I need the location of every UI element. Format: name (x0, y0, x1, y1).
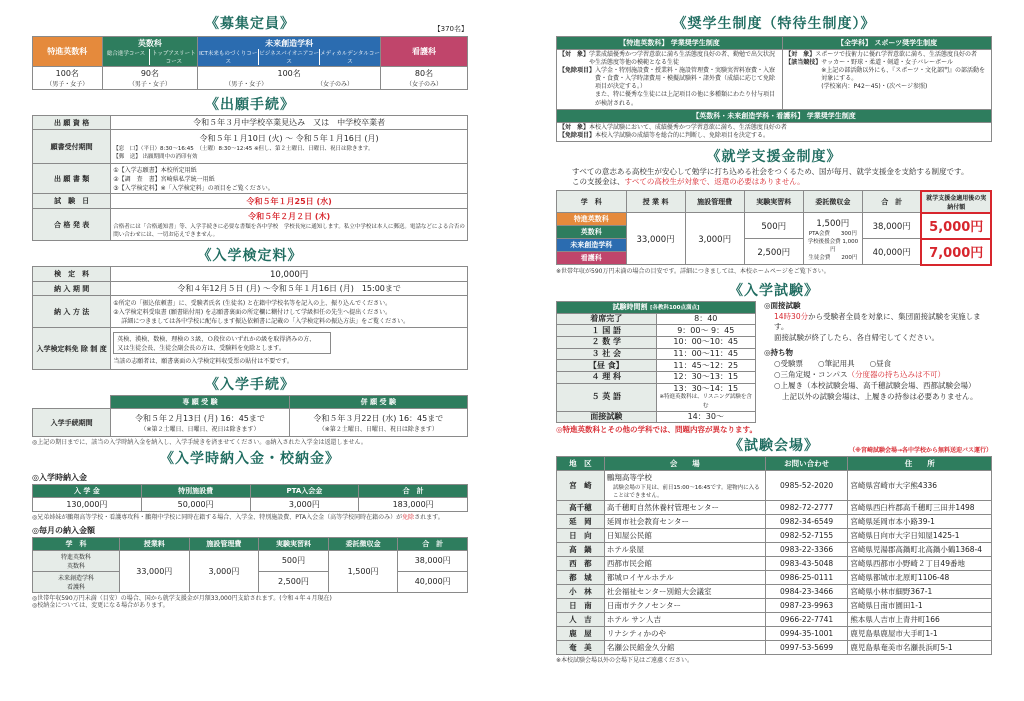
kentei-title: 《入学検定料》 (197, 248, 303, 264)
tetsuzuki-b: 令和５年３月22日 (水) 16：45まで （※第２土曜日、日曜日、祝日は除きます） (289, 409, 467, 437)
shiken-info: ◎面接試験 14時30分から受験者全員を対象に、集団面接試験を実施します。 面接試験が終了したら、各自帰宅してください。 ◎持ち物 ○受験票 ○筆記用具 ○昼食 ○三角定規・コンパス（分度器の持ち込みは不可） ○上履き（本校試験会場、高千穂試験会場、西都試験会場） 上記以外の試験会場は、上履きの持参は必要ありません。 (764, 300, 981, 401)
shien-net-2: 7,000円 (921, 239, 991, 265)
left-column (32, 14, 468, 610)
monthly-table: 学 科 授業料 施設管理費 実験実習料 委託徴収金 合 計 特進英数科 英数科 33,000円 3,000円 500円 1,500円 38,000円 未来創造学科 看護科 2,500円 40,000円 (32, 537, 468, 593)
tetsuzuki-h2: 併 願 受 験 (289, 396, 467, 409)
kentei-r3-value: ①所定の「振込依頼書」に、受験者氏名 (生徒名) と在籍中学校名等を記入の上、振り込んでください。 ②入学検定料受取書 (願書貼付用) を志願書裏面の所定欄に糊付けして学級担任の先生へ提出ください。 詳細につきましては各中学校に配布します振込依頼書に記載の「入学検定料の振込方法」をご覧ください。 (111, 296, 468, 328)
shien-table: 学 科 授 業 料 施設管理費 実験実習料 委託徴収金 合 計 就学支援金適用後の実納付額 特進英数科 33,000円 3,000円 500円 1,500円 PTA会費 300円 学校後援会費 1,000円 生徒会費 200円 38,000円 5,000円 英数科 未来創造学科 2,500円 40,000円 7,000円 看護科 (556, 190, 992, 266)
boshu-h-kango: 看護科 (380, 37, 467, 67)
kentei-r3-label: 納 入 方 法 (33, 296, 111, 328)
shogaku-table: 【特進英数科】 学業奨学生制度 【全学科】 スポーツ奨学生制度 【対 象】 学業成績優秀かつ学習意欲に満ち生活態度良好の者、勤勉で出欠状況や生活態度等他の模範となる生徒 【免除項目】 入学金・特別施設費・授業料・施設管理費・実験実習料寮費・入寮費・食費・入学時諸費用・模擬試験料・諸外費（成績に応じて免除項目が決定する。） また、特に優秀な生徒には上記項目の他に多種類にわたり付与項目が検討される。 【対 象】 スポーツで技術力に優れ学習意欲に満ち、生活態度良好の者 【該当競技】 サッカー・野球・柔道・剣道・女子バレーボール ※上記の部活動以外にも、『スポーツ・文化部門』の部活動を対象にする。 (学校案内：P42〜45)・(次ページ参照) 【英数科・未来創造学科・看護科】 学業奨学生制度 【対 象】本校入学試験において、成績優秀かつ学習意欲に満ち、生活態度良好の者 【免除項目】本校入学試験の成績等を総合的に判断し、免除項目を決定する。 (556, 36, 992, 142)
kaijo-note: ※本校試験会場以外の会場下見はご遠慮ください。 (556, 657, 694, 665)
nyugakukin-note3: ◎校納金については、変更になる場合があります。 (32, 602, 169, 610)
shien-net-1: 5,000円 (921, 213, 991, 239)
shutsugan-r3-value: ①【入学志願書】本校所定用紙 ②【調 査 書】宮崎県私学統一用紙 ③【入学検定料】※「入学検定料」の項目をご覧ください。 (111, 164, 468, 194)
boshu-section (32, 14, 468, 34)
shien-title: 《就学支援金制度》 (706, 148, 842, 165)
shogaku-b: 【対 象】 スポーツで技術力に優れ学習意欲に満ち、生活態度良好の者 【該当競技】 サッカー・野球・柔道・剣道・女子バレーボール ※上記の部活動以外にも、『スポーツ・文化部門』の部活動を対象にする。 (学校案内：P42〜45)・(次ページ参照) (783, 50, 992, 110)
tetsuzuki-label: 入学手続期間 (33, 409, 111, 437)
shogaku-title: 《奨学生制度（特待生制度）》 (672, 16, 876, 32)
nyugakukin-note2: ◎世帯年収590万円未満（目安）の場合、国から就学支援金が月額33,000円支給されます。(令和４年４月現在) (32, 594, 332, 602)
shien-intro2: この支援金は、すべての高校生が対象で、返還の必要はありません。 (572, 177, 805, 187)
kentei-r4-label: 入学検定料免 除 制 度 (33, 328, 111, 370)
shutsugan-r1-label: 出 願 資 格 (33, 116, 111, 130)
schedule-table: 試験時間割 [各教科100点満点] 着席完了 8：40 １ 国 語 9：00〜 9：45 ２ 数 学 10：00〜10：45 ３ 社 会 11：00〜11：45 【昼 食】 11：45〜12：25 ４ 理 科 12：30〜13：15 ５ 英 語 13：30〜14：15 ※特進英数科は、リスニング試験を含む 面接試験 14：30〜 (556, 301, 756, 424)
tetsuzuki-note: ◎上記の期日までに、該当の入学時納入金を納入し、入学手続きを済ませてください。◎納入された入学金は返還しません。 (32, 439, 367, 446)
boshu-h-mirai: 未来創造学科 ICT未来ものづくりコース ビジネスパイオニアコース メディカルデンタルコース (198, 37, 381, 67)
boshu-title: 《募集定員》 (205, 16, 295, 32)
shogaku-c: 【対 象】本校入学試験において、成績優秀かつ学習意欲に満ち、生活態度良好の者 【免除項目】本校入学試験の成績等を総合的に判断し、免除項目を決定する。 (557, 122, 992, 141)
shiken-title: 《入学試験》 (729, 282, 819, 299)
boshu-v-kango: 80名 （女子のみ） (380, 67, 467, 90)
shutsugan-table (32, 115, 468, 241)
boshu-v-tokushin: 100名 （男子・女子） (33, 67, 103, 90)
kaijo-bus: （※宮崎試験会場→各中学校から無料送迎バス運行） (849, 447, 992, 455)
nyugakukin-title: 《入学時納入金・校納金》 (160, 450, 340, 467)
kentei-r1-label: 検 定 料 (33, 267, 111, 282)
schedule-header: 試験時間割 [各教科100点満点] (557, 301, 756, 313)
shien-note: ※世帯年収が590万円未満の場合の目安です。詳細につきましては、本校ホームページをご覧下さい。 (556, 267, 830, 275)
kentei-table (32, 266, 468, 370)
shutsugan-r2-value: 令和５年１月10日 (火) 〜 令和５年１月16日 (月) 【窓 口】（平日）8:30〜16:45 （土曜）8:30〜12:45 ※但し、第２土曜日、日曜日、祝日は除きます。 【郵 送】 出願期間中の消印有効 (111, 130, 468, 164)
boshu-total: 【370名】 (433, 25, 468, 33)
tetsuzuki-title: 《入学手続》 (205, 377, 295, 393)
kaijo-title: 《試験会場》 (729, 438, 819, 455)
shutsugan-r3-label: 出 願 書 類 (33, 164, 111, 194)
tetsuzuki-table (32, 395, 468, 437)
kaijo-section (556, 436, 992, 456)
boshu-v-mirai: 100名 （男子・女子） （女子のみ） (198, 67, 381, 90)
shogaku-a: 【対 象】 学業成績優秀かつ学習意欲に満ち生活態度良好の者、勤勉で出欠状況や生活態度等他の模範となる生徒 【免除項目】 入学金・特別施設費・授業料・施設管理費・実験実習料寮費・入寮費・食費・入学時諸費用・模擬試験料・諸外費（成績に応じて免除項目が決定する。） また、特に優秀な生徒には上記項目の他に多種類にわたり付与項目が検討される。 (557, 50, 783, 110)
nyugakukin-sub2: ◎毎月の納入金額 (32, 525, 95, 535)
shiken-body (556, 301, 992, 424)
shutsugan-r2-label: 願書受付期間 (33, 130, 111, 164)
shien-intro1: すべての意志ある高校生が安心して勉学に打ち込める社会をつくるため、国が毎月、就学支援金を支給する制度です。 (572, 166, 969, 176)
nyugakukin-table: 入 学 金 特別施設費 PTA入会金 合 計 130,000円 50,000円 3,000円 183,000円 (32, 484, 468, 512)
kentei-fee: 10,000円 (111, 267, 468, 282)
boshu-v-eisu: 90名 （男子・女子） (102, 67, 198, 90)
tetsuzuki-h1: 専 願 受 験 (111, 396, 289, 409)
nyugakukin-sub1: ◎入学時納入金 (32, 472, 87, 482)
right-column (556, 14, 992, 665)
kaijo-table: 地 区 会 場 お問い合わせ 住 所 宮 崎 鵬翔高等学校 試験会場の下見は、前日15:00〜16:45です。建物内に入ることはできません。 0985-52-2020 宮崎県宮崎市大字熊4336 高千穂 高千穂町自然休養村管理センター 0982-72-2777 宮崎県西臼杵郡高千穂町三田井1498 延 岡 延岡市社会教育センター 0982-34-6549 宮崎県延岡市本小路39-1 日 向 日知屋公民館 0982-52-7155 宮崎県日向市大字日知屋1425-1 高 鍋 ホテル泉屋 0983-22-3366 宮崎県児湯郡高鍋町北高鍋小鶴1368-4 西 都 西都市民会館 0983-43-5048 宮崎県西都市小野崎２丁目49番地 都 城 都城ロイヤルホテル 0986-25-0111 宮崎県都城市北原町1106-48 小 林 社会福祉センター別館大会議室 0984-23-3466 宮崎県小林市細野367-1 日 南 日南市テクノセンター 0987-23-9963 宮崎県日南市園田1-1 人 吉 ホテル サン人吉 0966-22-7741 熊本県人吉市上青井町166 鹿 屋 リナシティかのや 0994-35-1001 鹿児島県鹿屋市大手町1-1 奄 美 名瀬公民館金久分館 0997-53-5699 鹿児島県奄美市名瀬長浜町5-1 (556, 456, 992, 655)
boshu-table (32, 36, 468, 90)
kentei-r4-value: 英検、漢検、数検、理検の３級、Ｏ段位のいずれかの級を取得済みの方、 又は生徒会長、生徒会副会長の方は、受験料を免除とします。 当該の志願者は、願書裏面の入学検定料収受票の貼付は不要です。 (111, 328, 468, 370)
shutsugan-r4-label: 試 験 日 (33, 194, 111, 209)
nyugakukin-note1: ◎兄弟姉妹が鵬翔高等学校・看護専攻科・鵬翔中学校に同時在籍する場合、入学金、特別施設費、PTA入会金（高等学校同時在籍のみ）が免除されます。 (32, 513, 444, 521)
kentei-r2-value: 令和４年12月５日 (月) 〜令和５年１月16日 (月) 15:00まで (111, 282, 468, 296)
shien-itaku: 1,500円 PTA会費 300円 学校後援会費 1,000円 生徒会費 200円 (803, 213, 862, 265)
boshu-h-tokushin: 特進英数科 (33, 37, 103, 67)
tetsuzuki-a: 令和５年２月13日 (月) 16：45まで （※第２土曜日、日曜日、祝日は除きます） (111, 409, 289, 437)
exam-date: 令和５年１月25日 (水) (111, 194, 468, 209)
shutsugan-r1-value: 令和５年３月中学校卒業見込み 又は 中学校卒業者 (111, 116, 468, 130)
kentei-r2-label: 納 入 期 間 (33, 282, 111, 296)
boshu-h-eisu: 英数科 総合進学コース トップアスリートコース (102, 37, 198, 67)
shiken-red-note: ◎特進英数科とその他の学科では、問題内容が異なります。 (556, 425, 757, 435)
shutsugan-title: 《出願手続》 (205, 97, 295, 113)
shutsugan-r5-value: 令和５年２月２日 (木) 合格者には「合格通知書」等、入学手続きに必要な書類を各中学校 学校長宛に通知します。私立中学校は本人に郵送。電話などによる合否の問い合わせには、一切お応えできません。 (111, 209, 468, 241)
shutsugan-r5-label: 合 格 発 表 (33, 209, 111, 241)
